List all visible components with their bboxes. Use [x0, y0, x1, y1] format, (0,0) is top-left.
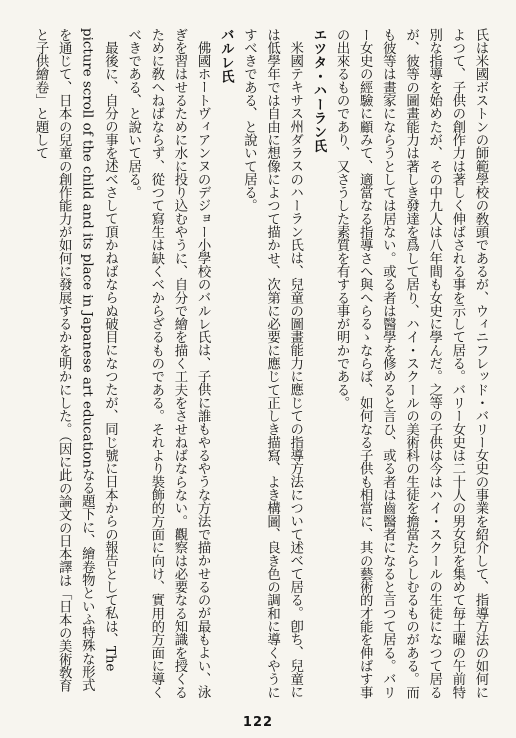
- closing-paragraph: [29, 28, 122, 704]
- closing-text-part-1: 最後に、自分の事を述べさして頂かねばならぬ破目になつたが、同じ號に日本からの報告として私は、: [102, 41, 118, 647]
- barre-paragraph: 佛國ホートヴィアンヌのデジョー小學校のバルレ氏は、子供に誰もやるやうな方法で描かせるのが最もよい、泳ぎを習はせるために水に投り込むやうに、自分で繪を描く工夫をさせねばならない。觀察は必要なる知識を授くるために敎へねばならず、從つて寫生は缺くべからざるものである。それより裝飾的方面に向け、實用的方面に導くべきである、と說いて居る。: [125, 28, 211, 699]
- closing-text-part-2: なる題下に、繪卷物といふ特殊な形式を通じて、日本の兒童の創作能力が如何に發展するかを明かにした。（因に此の論文の日本譯は「日本の美術敎育と子供繪卷」と題して: [33, 28, 95, 692]
- article-body: [22, 28, 492, 704]
- section-heading-harlan: エツタ・ハーラン氏: [310, 28, 326, 154]
- english-article-title: The picture scroll of the child and its place in Japanese art education: [79, 28, 118, 672]
- section-heading-barre: バルレ氏: [218, 28, 234, 84]
- page-number: 122: [242, 715, 274, 730]
- intro-paragraph: 氏は米國ボストンの師範學校の敎頭であるが、ウィニフレッド・バリー女史の事業を紹介して、指導方法の如何によつて、子供の創作力は著しく伸ばされる事を示して居る。バリー女史は二十人の男女兒を集めて毎土曜の午前特別な指導を始めたが、その中九人は八年間も女史に學んだ。之等の子供は今はハイ・スクールの生徒になつて居るが、彼等の圖畫能力は著しき發達を爲して居り、ハイ・スクールの美術科の生徒を擔當たらしむるものがある。而も彼等は畫家にならうとしては居ない。或る者は醫學を修めると言ひ、或る者は齒醫者になると言つて居る。バリー女史の經驗に顧みて、適當なる指導さへ與へらるゝならば、如何なる子供も相當に、其の藝術的才能を伸ばす事の出來るものであり、又さうした素質を有する事が明かである。: [334, 28, 488, 699]
- harlan-paragraph: 米國テキサス州ダラスのハーラン氏は、兒童の圖畫能力に應じての指導方法について述べて居る。卽ち、兒童には低學年では自由に想像によつて描かせ、次第に必要に應じて正しき描寫、よき構圖、良き色の調和に導くやうにすべきである、と說いて居る。: [241, 28, 303, 699]
